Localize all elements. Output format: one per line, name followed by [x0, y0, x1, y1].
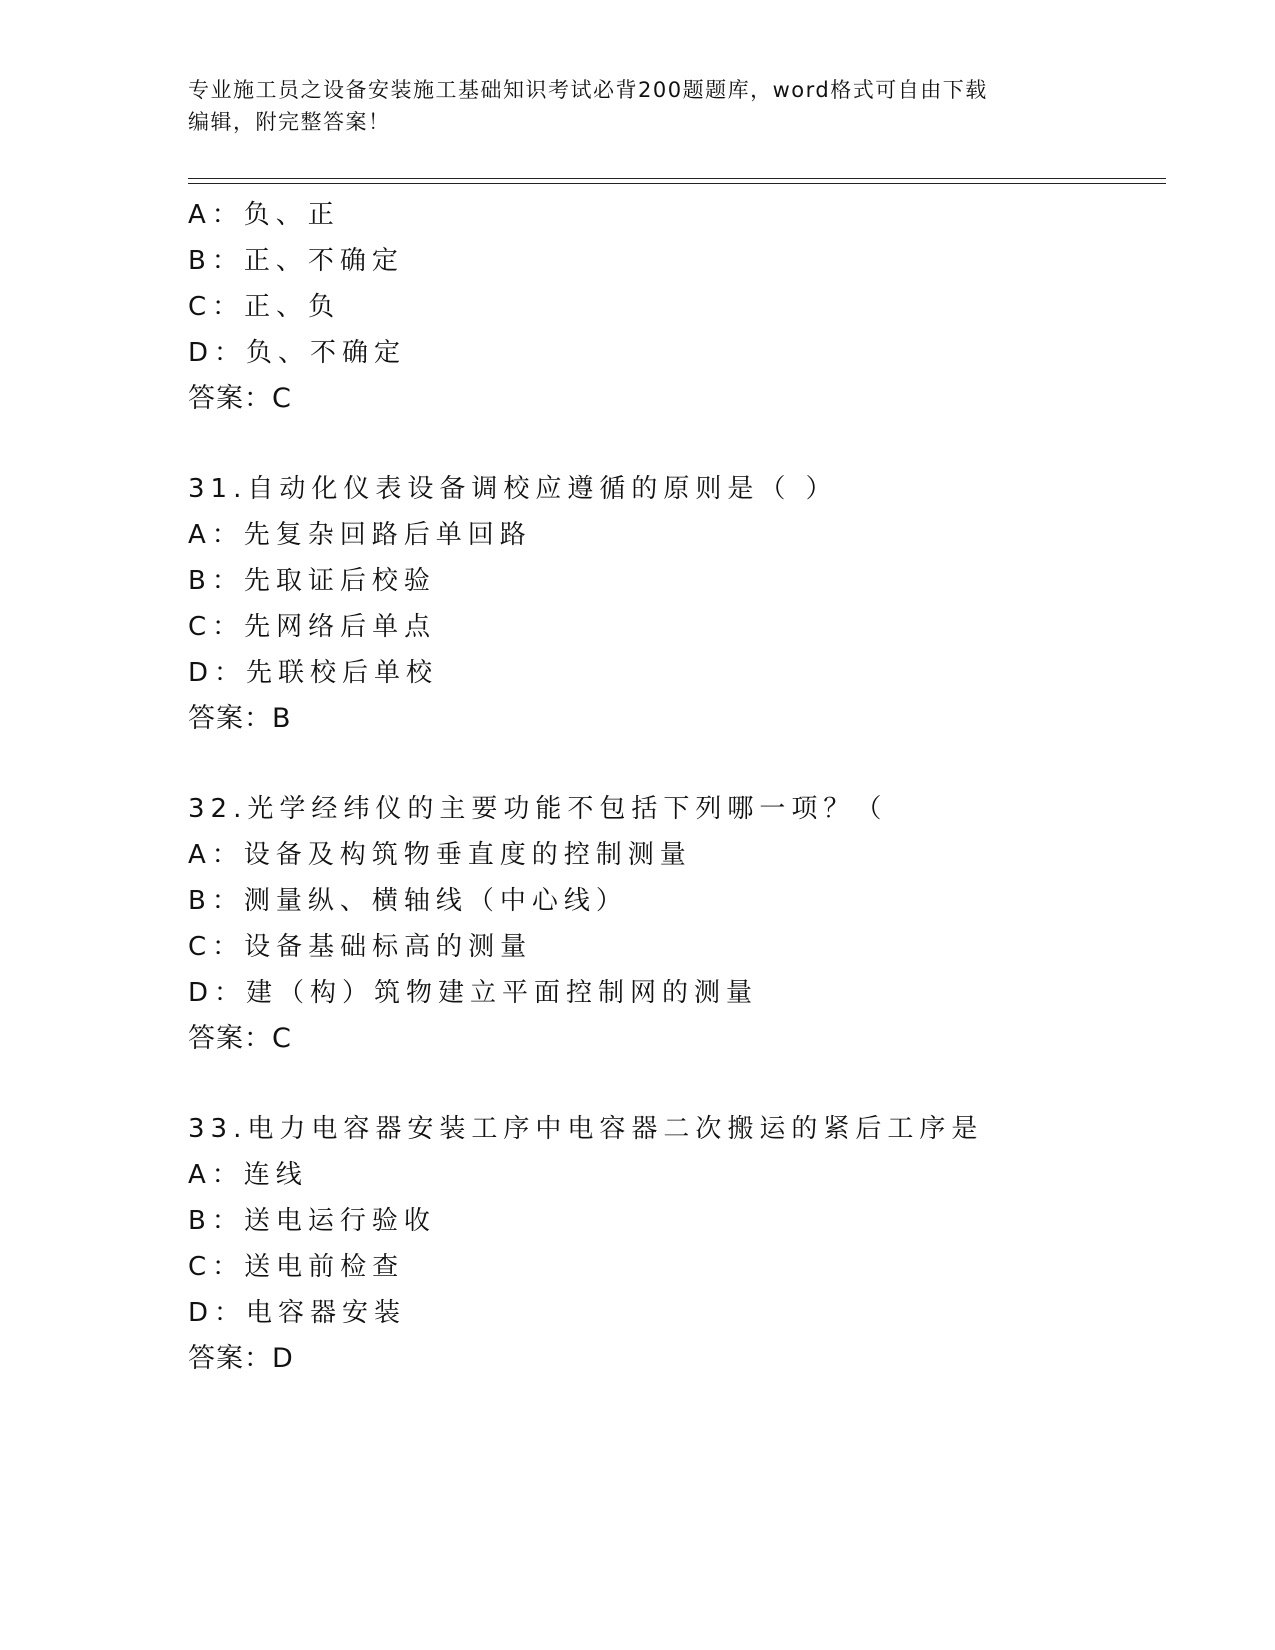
option-b: B：正、不确定 [188, 246, 404, 276]
question-block-33 [188, 1106, 1178, 1382]
option-b: B：先取证后校验 [188, 566, 436, 596]
option-c: C：正、负 [188, 292, 341, 322]
option-d: D：电容器安装 [188, 1298, 407, 1328]
question-list [188, 192, 1178, 1382]
option-d: D：建（构）筑物建立平面控制网的测量 [188, 978, 759, 1008]
question-block-31 [188, 466, 1178, 742]
answer-line: 答案：D [188, 1343, 294, 1374]
answer-line: 答案：B [188, 703, 292, 734]
option-c: C：先网络后单点 [188, 612, 437, 642]
document-header [188, 74, 1088, 138]
answer-line: 答案：C [188, 383, 292, 414]
header-line-1: 专业施工员之设备安装施工基础知识考试必背200题题库，word格式可自由下载 [188, 78, 988, 102]
answer-line: 答案：C [188, 1023, 292, 1054]
option-c: C：送电前检查 [188, 1252, 405, 1282]
header-line-2: 编辑，附完整答案！ [188, 110, 391, 134]
option-d: D：先联校后单校 [188, 658, 439, 688]
question-block-32 [188, 786, 1178, 1062]
option-a: A：设备及构筑物垂直度的控制测量 [188, 840, 692, 870]
option-a: A：连线 [188, 1160, 308, 1190]
question-text: 31.自动化仪表设备调校应遵循的原则是（ ） [188, 474, 838, 504]
question-text: 32.光学经纬仪的主要功能不包括下列哪一项？（ [188, 794, 888, 824]
option-b: B：测量纵、横轴线（中心线） [188, 886, 628, 916]
option-b: B：送电运行验收 [188, 1206, 436, 1236]
question-text: 33.电力电容器安装工序中电容器二次搬运的紧后工序是 [188, 1114, 984, 1144]
option-a: A：负、正 [188, 200, 340, 230]
header-divider-bottom [188, 183, 1166, 184]
option-d: D：负、不确定 [188, 338, 407, 368]
question-block-30 [188, 192, 1178, 422]
option-a: A：先复杂回路后单回路 [188, 520, 532, 550]
header-divider-top [188, 178, 1166, 179]
option-c: C：设备基础标高的测量 [188, 932, 533, 962]
